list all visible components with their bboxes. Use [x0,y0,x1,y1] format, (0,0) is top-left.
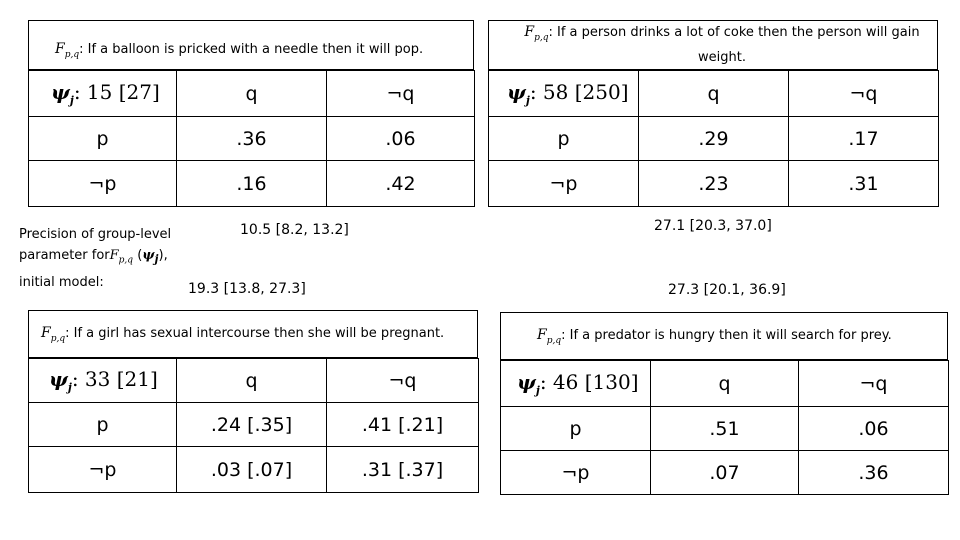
panel-4-title-symbol: $F_{p,q}$ [537,326,562,346]
table-row [501,451,949,495]
table-cell: .24 [.35] [177,403,327,447]
table-cell: .16 [177,161,327,207]
table-cell: .42 [327,161,475,207]
psi-cell: $\psi_j$: 58 [250] [489,71,639,117]
col-header-not-q: ¬q [327,71,475,117]
col-header-q: q [177,359,327,403]
table-cell: .31 [.37] [327,447,479,493]
table-row [489,161,939,207]
table-cell: .51 [651,407,799,451]
precision-value-panel-4: 27.3 [20.1, 36.9] [668,282,786,298]
panel-3-title [28,310,478,358]
precision-label-line-2: parameter forF$_{p,q}$ $(\psi_j)$, [19,248,168,266]
panel-2-table [488,70,939,207]
panel-3-table [28,358,479,493]
col-header-q: q [177,71,327,117]
col-header-q: q [651,361,799,407]
table-header-row [489,71,939,117]
table-row [29,403,479,447]
table-row [501,407,949,451]
psi-cell: $\psi_j$: 15 [27] [29,71,177,117]
panel-1-table [28,70,475,207]
panel-1-title [28,20,474,70]
col-header-q: q [639,71,789,117]
row-label: p [489,117,639,161]
table-header-row [29,71,475,117]
precision-value-panel-2: 27.1 [20.3, 37.0] [654,218,772,234]
panel-3-title-symbol: $F_{p,q}$ [41,324,66,344]
row-label: ¬p [501,451,651,495]
precision-label-line-1: Precision of group-level [19,227,172,242]
panel-2-title-text: : If a person drinks a lot of coke then the person will gain weight. [548,25,920,65]
precision-value-panel-3: 19.3 [13.8, 27.3] [188,281,306,297]
panel-1-title-symbol: $F_{p,q}$ [55,40,80,60]
col-header-not-q: ¬q [789,71,939,117]
row-label: p [29,117,177,161]
table-cell: .17 [789,117,939,161]
panel-4-title [500,312,948,360]
row-label: p [29,403,177,447]
table-cell: .31 [789,161,939,207]
table-row [29,117,475,161]
table-cell: .03 [.07] [177,447,327,493]
col-header-not-q: ¬q [799,361,949,407]
table-header-row [501,361,949,407]
table-cell: .36 [177,117,327,161]
table-cell: .07 [651,451,799,495]
precision-label [19,224,171,293]
table-cell: .06 [327,117,475,161]
row-label: ¬p [29,447,177,493]
col-header-not-q: ¬q [327,359,479,403]
panel-2-title [488,20,938,70]
precision-value-panel-1: 10.5 [8.2, 13.2] [240,222,349,238]
panel-2-title-symbol: $F_{p,q}$ [524,24,549,43]
table-row [489,117,939,161]
panel-4-title-text: : If a predator is hungry then it will search for prey. [561,327,892,343]
table-cell: .23 [639,161,789,207]
psi-cell: $\psi_j$: 46 [130] [501,361,651,407]
row-label: ¬p [489,161,639,207]
row-label: ¬p [29,161,177,207]
panel-3-title-text: : If a girl has sexual intercourse then she will be pregnant. [65,325,445,341]
table-cell: .29 [639,117,789,161]
panel-4-table [500,360,949,495]
table-header-row [29,359,479,403]
precision-label-line-3: initial model: [19,274,104,290]
table-cell: .41 [.21] [327,403,479,447]
psi-cell: $\psi_j$: 33 [21] [29,359,177,403]
table-row [29,447,479,493]
table-row [29,161,475,207]
table-cell: .06 [799,407,949,451]
row-label: p [501,407,651,451]
table-cell: .36 [799,451,949,495]
panel-1-title-text: : If a balloon is pricked with a needle then it will pop. [79,41,424,57]
